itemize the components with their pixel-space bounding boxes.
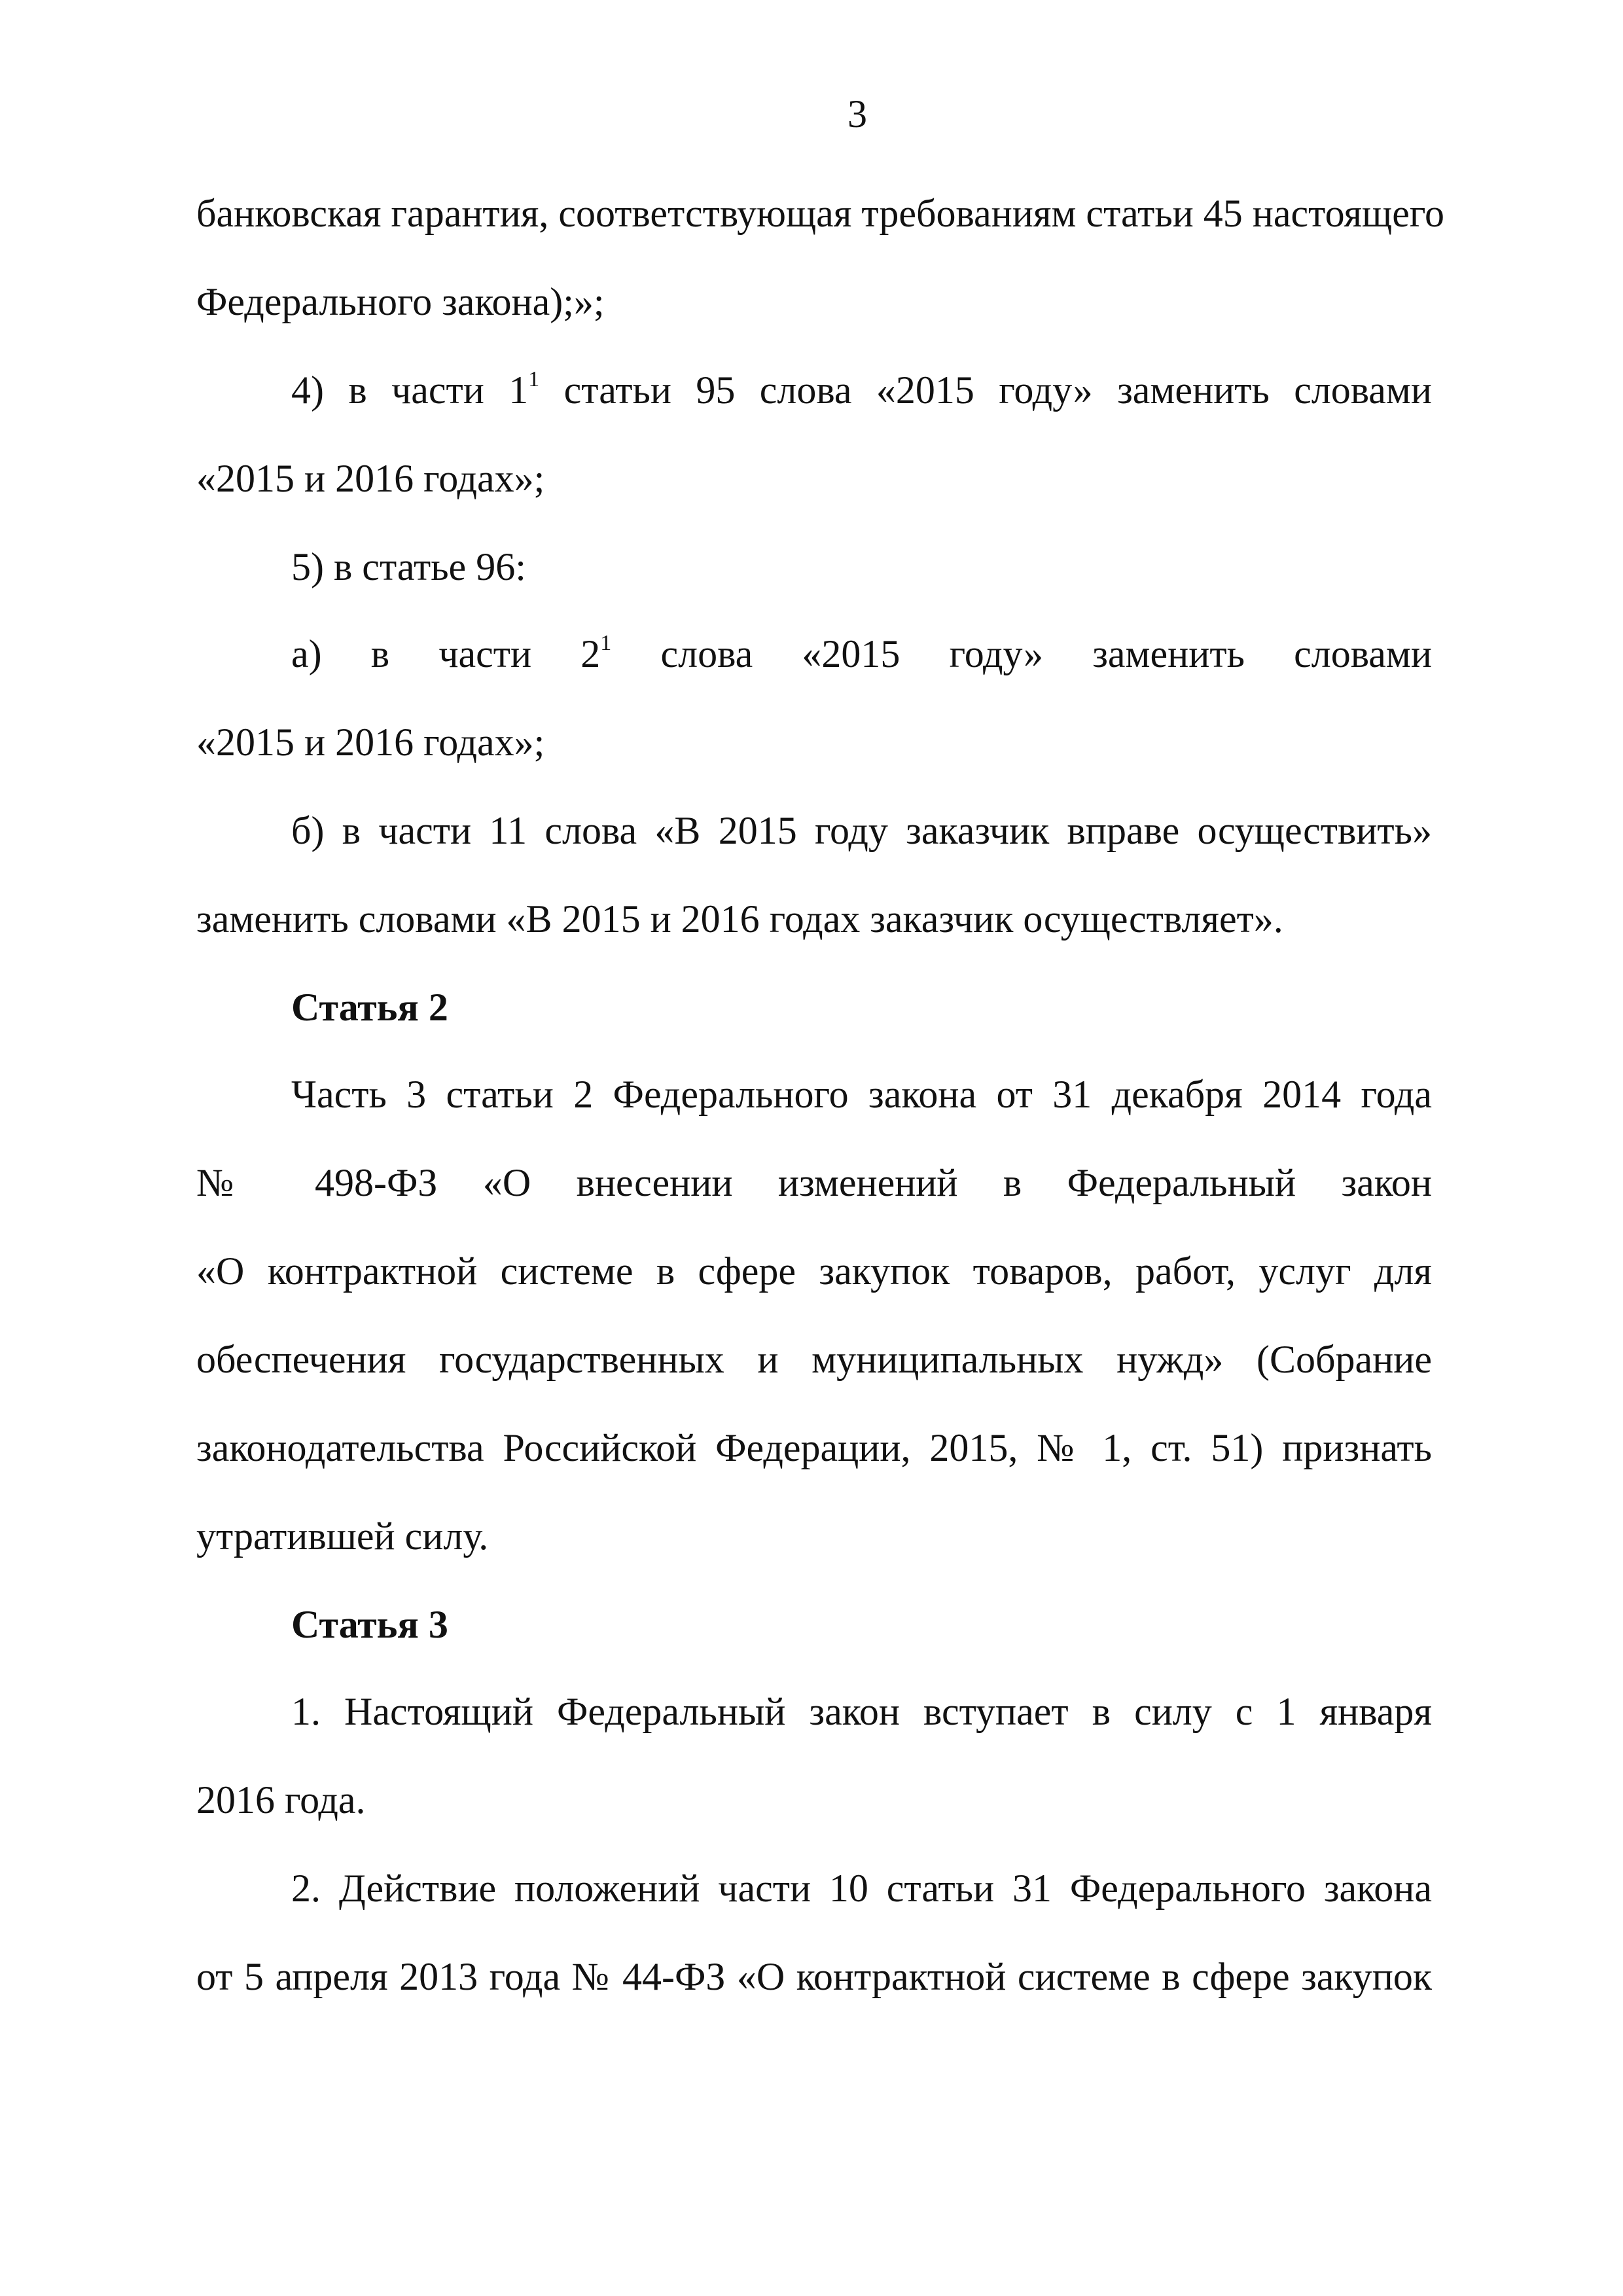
text-line: № 498-ФЗ «О внесении изменений в Федеральный закон (196, 1161, 1432, 1204)
text-line: Федерального закона);»; (196, 280, 605, 323)
text-line: «2015 и 2016 годах»; (196, 457, 545, 500)
text-line: 1. Настоящий Федеральный закон вступает в силу с 1 января (291, 1690, 1432, 1733)
text-fragment: слова «2015 году» заменить словами (611, 632, 1432, 675)
text-line: 5) в статье 96: (291, 545, 526, 588)
text-line: от 5 апреля 2013 года № 44-ФЗ «О контрактной системе в сфере закупок (196, 1955, 1432, 1998)
page-number: 3 (847, 92, 867, 135)
text-line-with-superscript (291, 630, 1432, 677)
text-line-with-superscript (291, 367, 1432, 414)
text-line: утратившей силу. (196, 1515, 489, 1558)
text-line: заменить словами «В 2015 и 2016 годах заказчик осуществляет». (196, 897, 1283, 941)
text-line: банковская гарантия, соответствующая требованиям статьи 45 настоящего (196, 192, 1444, 235)
text-line: 2. Действие положений части 10 статьи 31 Федерального закона (291, 1867, 1432, 1910)
article-heading: Статья 3 (291, 1603, 448, 1646)
text-line: «О контрактной системе в сфере закупок товаров, работ, услуг для (196, 1249, 1432, 1293)
text-line: «2015 и 2016 годах»; (196, 721, 545, 764)
text-line: обеспечения государственных и муниципальных нужд» (Собрание (196, 1338, 1432, 1381)
superscript: 1 (528, 367, 540, 391)
superscript: 1 (600, 631, 612, 655)
text-line: законодательства Российской Федерации, 2015, № 1, ст. 51) признать (196, 1426, 1432, 1469)
text-line: 2016 года. (196, 1778, 366, 1821)
text-line: б) в части 11 слова «В 2015 году заказчик вправе осуществить» (291, 809, 1432, 852)
text-fragment: а) в части 2 (291, 632, 601, 675)
text-fragment: статьи 95 слова «2015 году» заменить словами (539, 368, 1433, 412)
text-fragment: 4) в части 1 (291, 368, 529, 412)
article-heading: Статья 2 (291, 986, 448, 1029)
text-line: Часть 3 статьи 2 Федерального закона от 31 декабря 2014 года (291, 1073, 1432, 1116)
